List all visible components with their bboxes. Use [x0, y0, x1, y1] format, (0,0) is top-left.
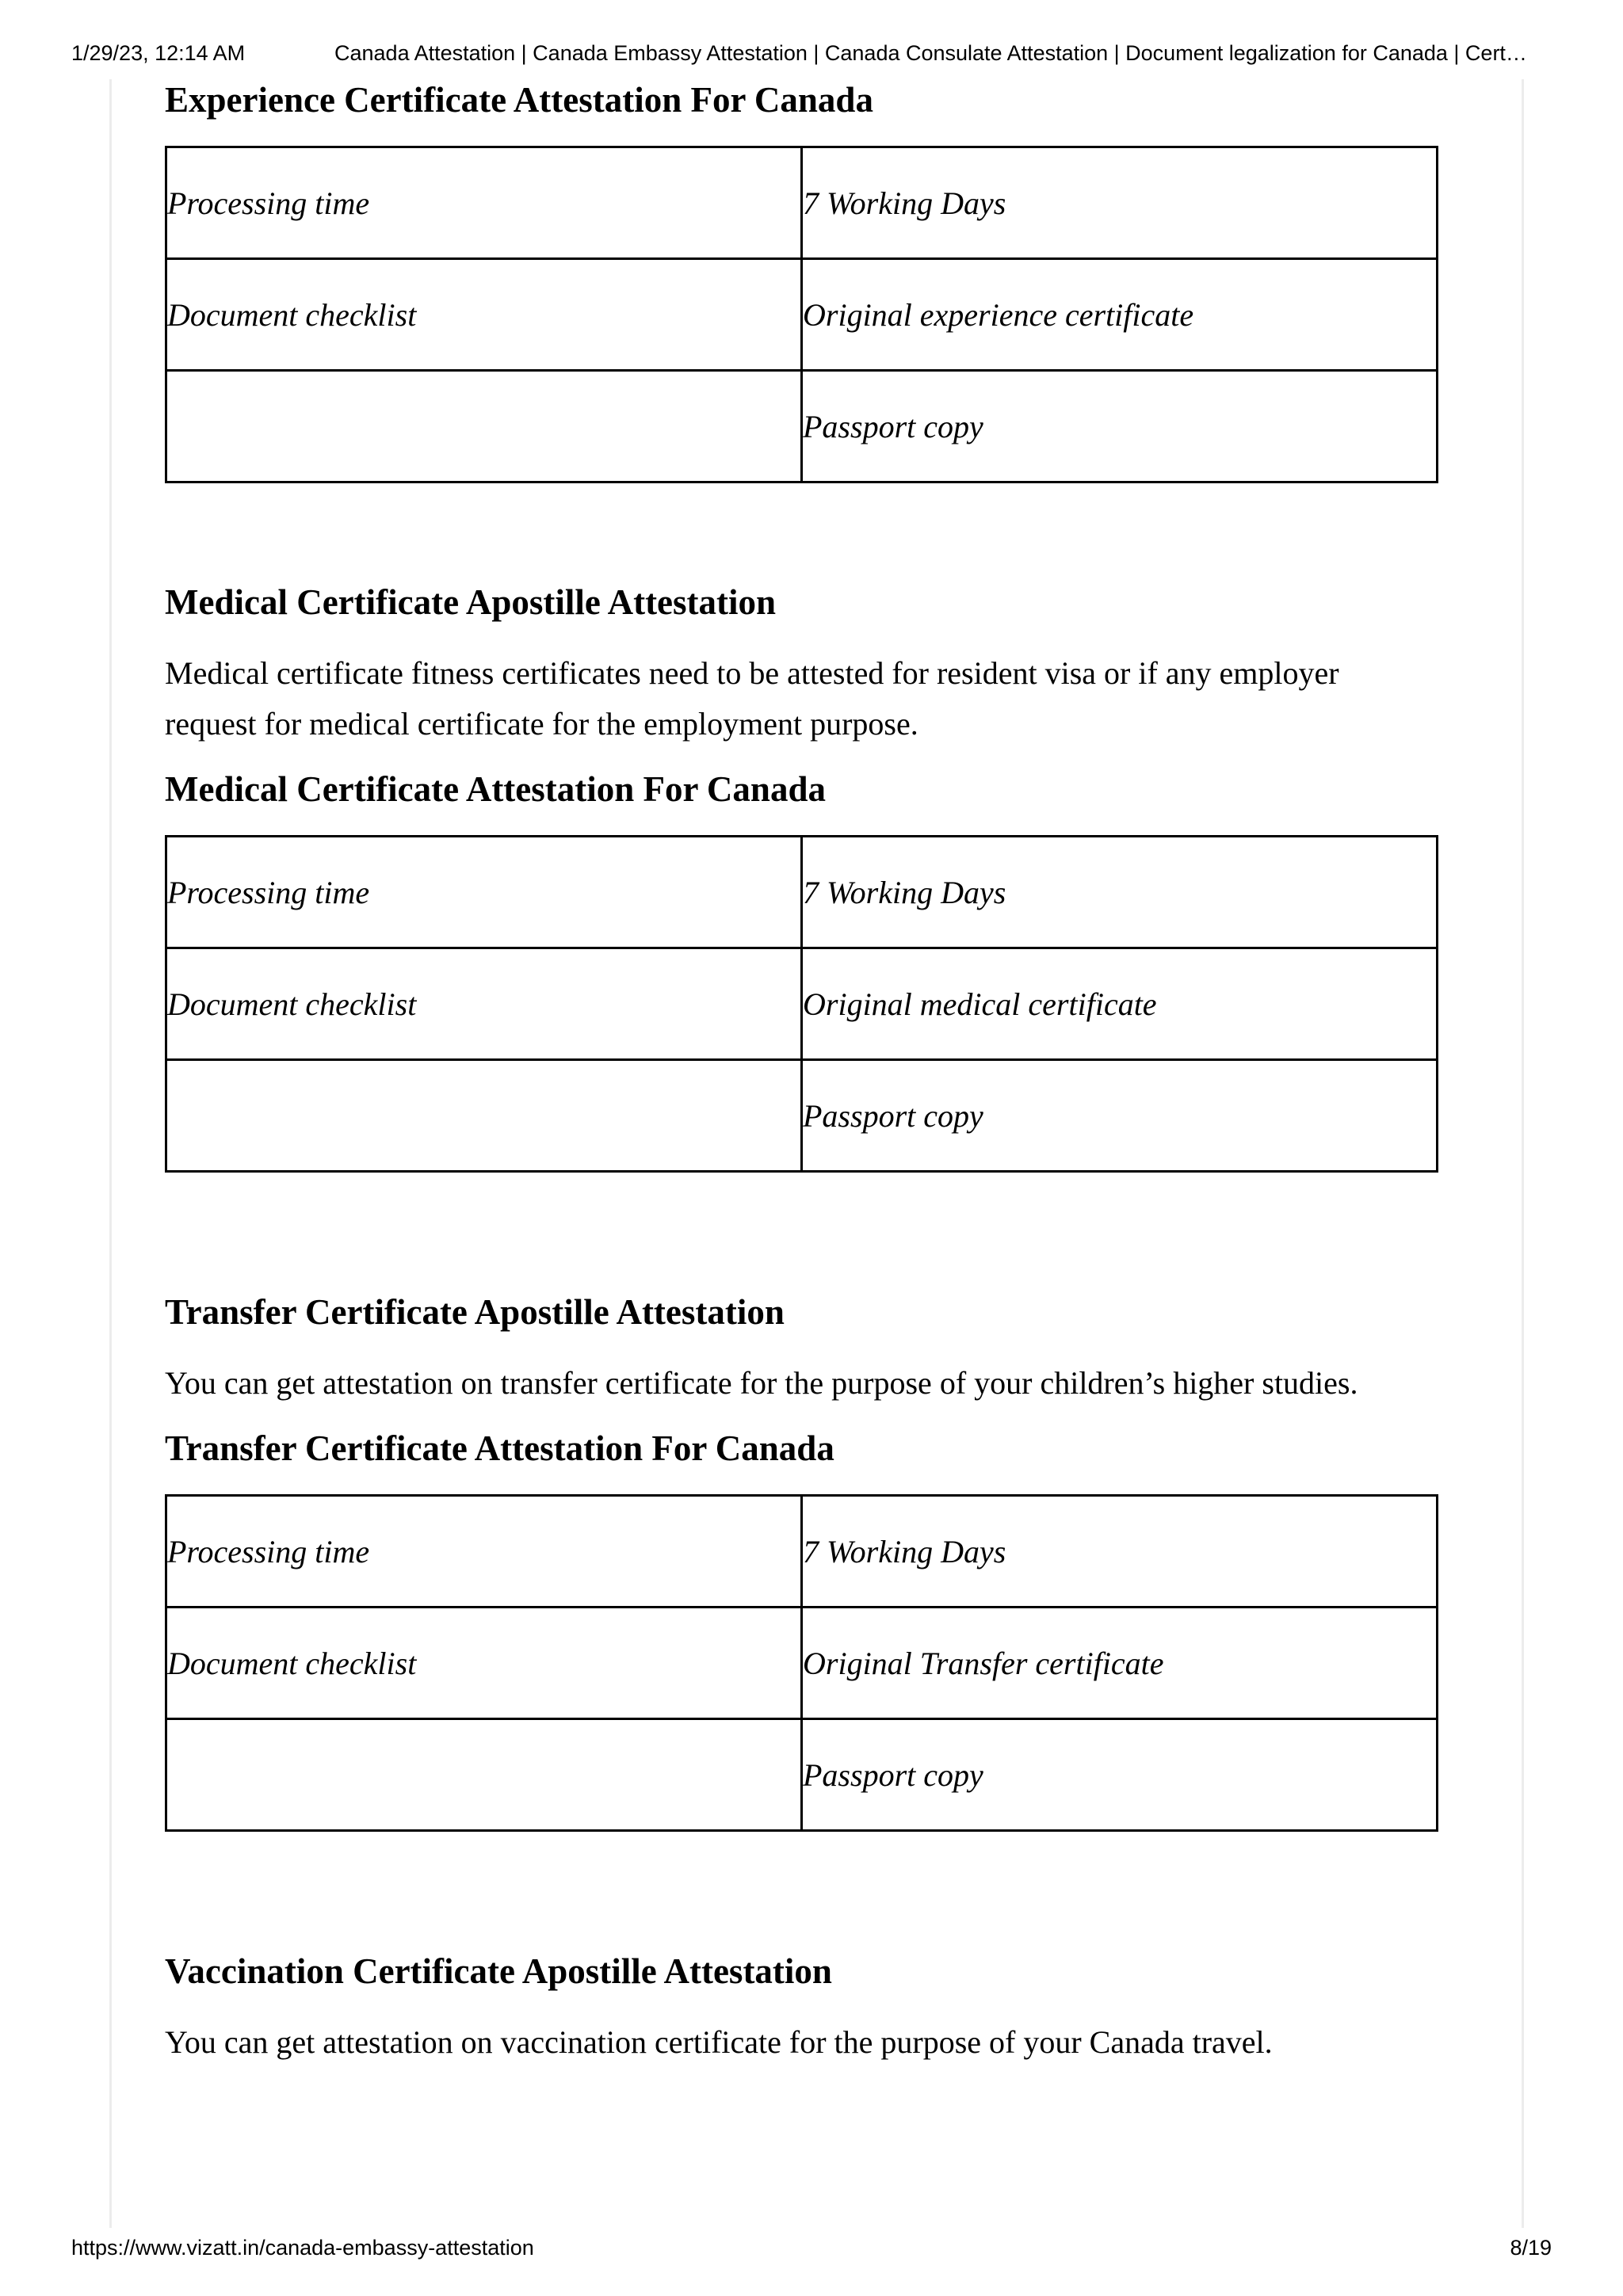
- table-cell: Passport copy: [802, 371, 1438, 482]
- table-row: [166, 147, 1438, 259]
- page-frame-right-border: [1522, 79, 1524, 2228]
- table-row: [166, 948, 1438, 1060]
- experience-attestation-table: [165, 146, 1438, 483]
- medical-apostille-heading: Medical Certificate Apostille Attestation: [165, 582, 777, 622]
- medical-description: Medical certificate fitness certificates need to be attested for resident visa or if any employer request for medical certificate for the employment purpose.: [165, 655, 1339, 742]
- experience-table-heading: Experience Certificate Attestation For Canada: [165, 80, 873, 120]
- table-row: [166, 371, 1438, 482]
- table-cell: Document checklist: [166, 1608, 802, 1719]
- print-date: 1/29/23, 12:14 AM: [71, 41, 246, 65]
- transfer-table-heading: Transfer Certificate Attestation For Canada: [165, 1428, 834, 1468]
- print-url: https://www.vizatt.in/canada-embassy-attestation: [71, 2236, 534, 2260]
- table-row: [166, 837, 1438, 948]
- table-cell: Document checklist: [166, 948, 802, 1060]
- table-row: [166, 1719, 1438, 1831]
- table-cell: [166, 1060, 802, 1172]
- print-page-title: Canada Attestation | Canada Embassy Attestation | Canada Consulate Attestation | Document legalization for Canada | Cert…: [334, 41, 1527, 65]
- table-row: [166, 1608, 1438, 1719]
- medical-table-heading: Medical Certificate Attestation For Canada: [165, 769, 826, 809]
- medical-attestation-table: [165, 835, 1438, 1173]
- table-cell: [166, 371, 802, 482]
- table-cell: 7 Working Days: [802, 1496, 1438, 1608]
- transfer-apostille-heading: Transfer Certificate Apostille Attestation: [165, 1292, 785, 1332]
- table-cell: Original Transfer certificate: [802, 1608, 1438, 1719]
- vaccination-description: You can get attestation on vaccination certificate for the purpose of your Canada travel.: [165, 2024, 1273, 2060]
- table-row: [166, 259, 1438, 371]
- vaccination-apostille-heading: Vaccination Certificate Apostille Attestation: [165, 1951, 832, 1991]
- table-cell: 7 Working Days: [802, 837, 1438, 948]
- table-cell: Passport copy: [802, 1060, 1438, 1172]
- table-cell: Original medical certificate: [802, 948, 1438, 1060]
- print-footer: [71, 2236, 1552, 2264]
- page-frame-left-border: [109, 79, 112, 2228]
- table-cell: Processing time: [166, 147, 802, 259]
- print-page-number: 8/19: [1510, 2236, 1552, 2260]
- table-cell: Processing time: [166, 1496, 802, 1608]
- transfer-description: You can get attestation on transfer certificate for the purpose of your children’s higher studies.: [165, 1365, 1358, 1401]
- table-cell: Document checklist: [166, 259, 802, 371]
- table-row: [166, 1060, 1438, 1172]
- table-cell: 7 Working Days: [802, 147, 1438, 259]
- print-header: [71, 41, 1552, 70]
- table-cell: Passport copy: [802, 1719, 1438, 1831]
- transfer-attestation-table: [165, 1494, 1438, 1832]
- table-row: [166, 1496, 1438, 1608]
- article-content: [165, 78, 1436, 2068]
- table-cell: [166, 1719, 802, 1831]
- table-cell: Processing time: [166, 837, 802, 948]
- table-cell: Original experience certificate: [802, 259, 1438, 371]
